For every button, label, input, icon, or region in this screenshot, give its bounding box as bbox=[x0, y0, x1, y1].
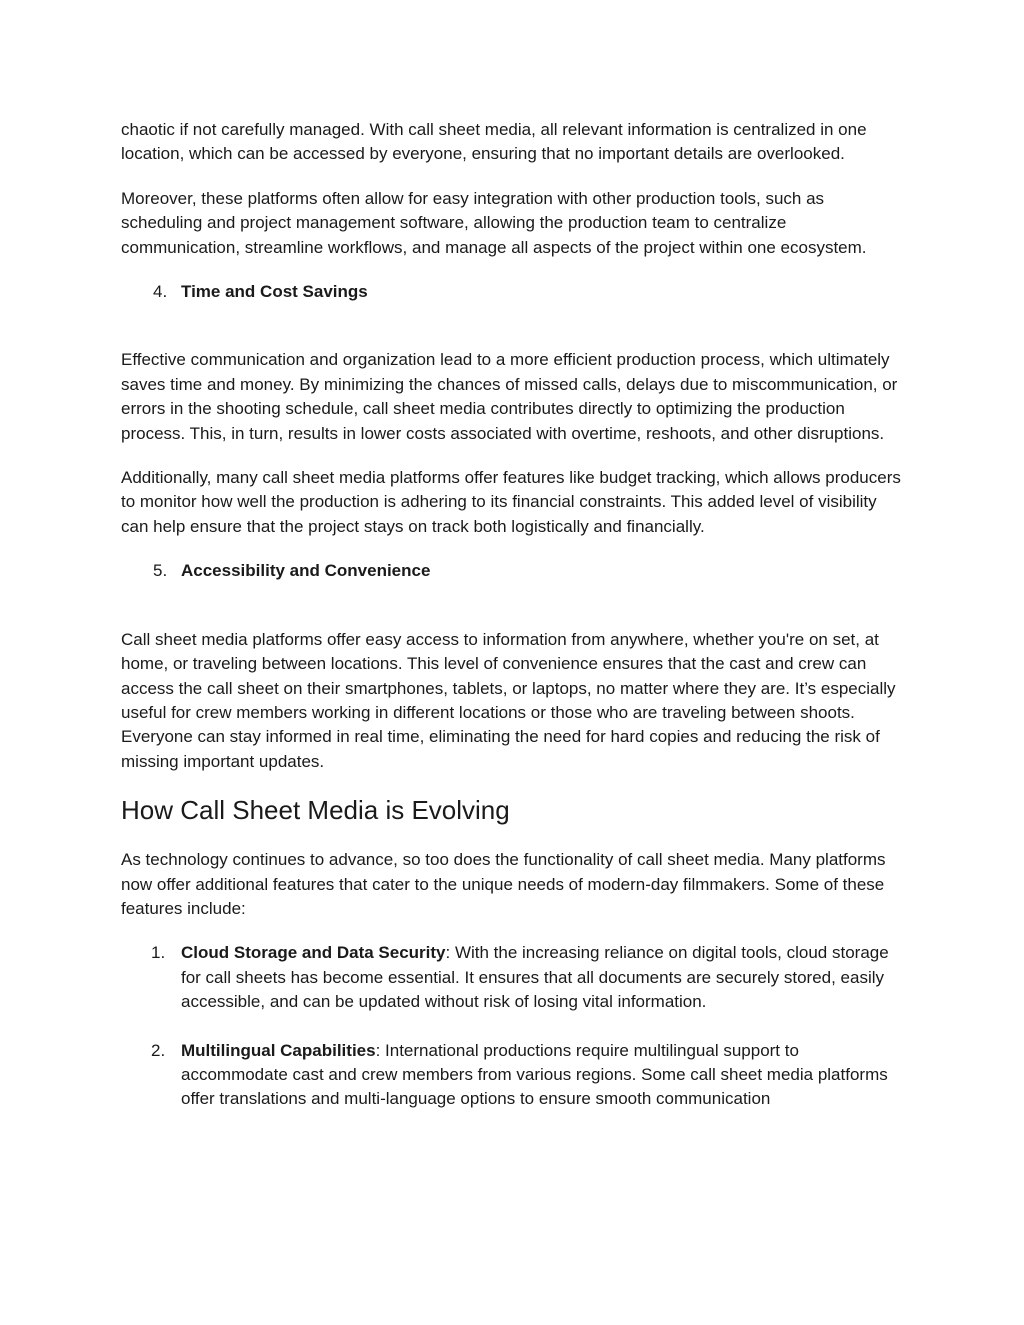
list-item-title: Cloud Storage and Data Security bbox=[181, 943, 446, 963]
heading-label: Time and Cost Savings bbox=[181, 282, 368, 302]
heading-number: 4. bbox=[153, 282, 168, 302]
paragraph: Effective communication and organization lead to a more efficient production process, which ultimately saves time and money. By minimizing the chances of missed calls, delays due to miscommunication, or errors in the shooting schedule, call sheet media contributes directly to optimizing the production process. This, in turn, results in lower costs associated with overtime, reshoots, and other disruptions. bbox=[121, 350, 898, 443]
heading-number: 5. bbox=[153, 561, 168, 581]
list-item-text: : With the increasing reliance on digital tools, cloud storage for call sheets has become essential. It ensures that all documents are securely stored, easily accessible, and can be updated without risk of losing vital information. bbox=[181, 943, 889, 1012]
list-number: 2. bbox=[151, 1040, 166, 1060]
numbered-heading bbox=[121, 280, 907, 304]
numbered-heading bbox=[121, 559, 907, 583]
list-item-text: : International productions require multilingual support to accommodate cast and crew members from various regions. Some call sheet media platforms offer translations and multi-language options to ensure smooth communication bbox=[181, 1040, 888, 1109]
paragraph: chaotic if not carefully managed. With call sheet media, all relevant information is centralized in one location, which can be accessed by everyone, ensuring that no important details are overlooked. bbox=[121, 120, 867, 164]
list-item-title: Multilingual Capabilities bbox=[181, 1040, 376, 1060]
list-number: 1. bbox=[151, 943, 166, 963]
document-page bbox=[121, 118, 907, 1136]
section-title: How Call Sheet Media is Evolving bbox=[121, 795, 510, 826]
paragraph: Additionally, many call sheet media platforms offer features like budget tracking, which allows producers to monitor how well the production is adhering to its financial constraints. This added level of visibility can help ensure that the project stays on track both logistically and financially. bbox=[121, 468, 901, 536]
paragraph: As technology continues to advance, so too does the functionality of call sheet media. Many platforms now offer additional features that cater to the unique needs of modern-day filmmakers. Some of these features include: bbox=[121, 850, 886, 918]
paragraph: Moreover, these platforms often allow for easy integration with other production tools, such as scheduling and project management software, allowing the production team to centralize communication, streamline workflows, and manage all aspects of the project within one ecosystem. bbox=[121, 188, 867, 257]
heading-label: Accessibility and Convenience bbox=[181, 561, 431, 581]
list-item bbox=[121, 941, 907, 1014]
paragraph: Call sheet media platforms offer easy access to information from anywhere, whether you're on set, at home, or traveling between locations. This level of convenience ensures that the cast and crew can access the call sheet on their smartphones, tablets, or laptops, no matter where they are. It’s especially useful for crew members working in different locations or those who are traveling between shoots. Everyone can stay informed in real time, eliminating the need for hard copies and reducing the risk of missing important updates. bbox=[121, 629, 896, 771]
list-item bbox=[121, 1039, 907, 1112]
